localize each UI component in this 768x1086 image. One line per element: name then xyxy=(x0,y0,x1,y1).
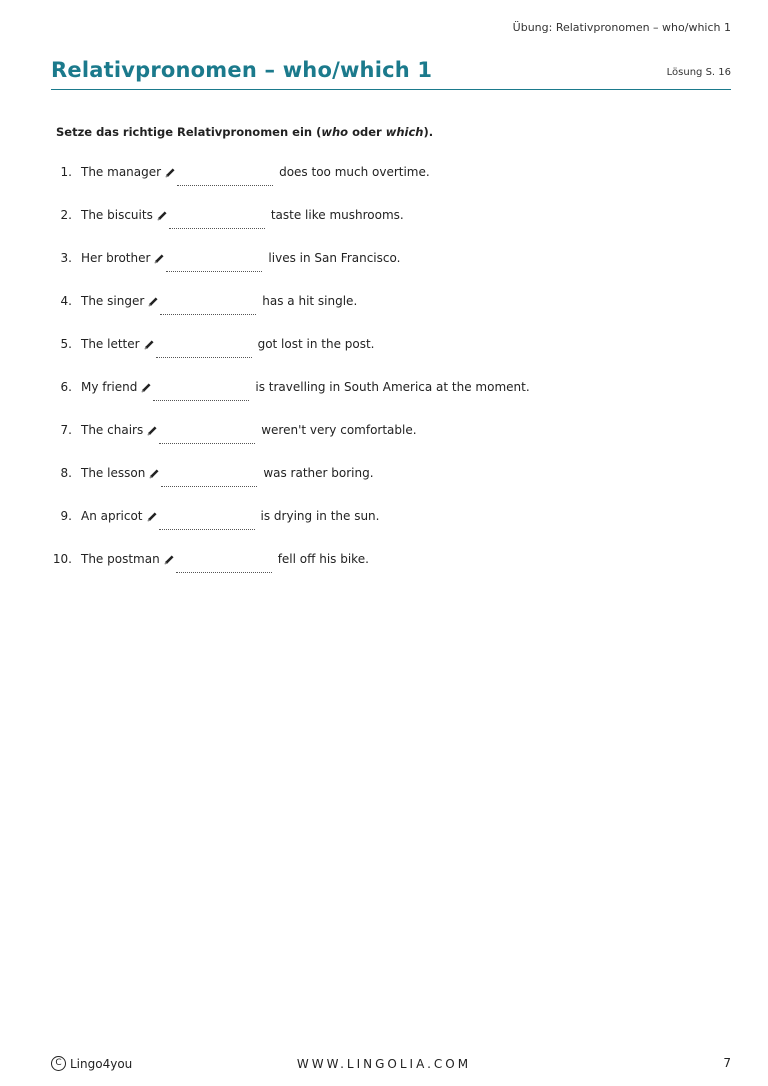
exercise-list xyxy=(0,164,768,594)
sentence-end: lives in San Francisco. xyxy=(268,251,401,265)
sentence-start: An apricot xyxy=(81,509,143,523)
sentence-end: taste like mushrooms. xyxy=(270,208,404,222)
answer-field[interactable] xyxy=(160,294,256,315)
exercise-line xyxy=(81,337,375,358)
pencil-icon xyxy=(164,554,175,565)
exercise-item xyxy=(0,207,768,250)
answer-field[interactable] xyxy=(176,552,272,573)
sentence-start: The manager xyxy=(81,165,162,179)
running-head: Übung: Relativpronomen – who/which 1 xyxy=(512,21,731,34)
exercise-line xyxy=(81,423,417,444)
exercise-item xyxy=(0,250,768,293)
pencil-icon xyxy=(154,253,165,264)
exercise-number: 10. xyxy=(52,552,72,566)
pencil-icon xyxy=(141,382,152,393)
exercise-line xyxy=(81,509,379,530)
sentence-end: was rather boring. xyxy=(263,466,374,480)
sentence-start: The biscuits xyxy=(81,208,153,222)
sentence-end: is drying in the sun. xyxy=(260,509,380,523)
exercise-item xyxy=(0,379,768,422)
exercise-number: 4. xyxy=(60,294,72,308)
instruction-connector: oder xyxy=(348,125,386,139)
option-which: which xyxy=(385,125,424,139)
pencil-icon xyxy=(149,468,160,479)
exercise-line xyxy=(81,251,400,272)
solution-reference: Lösung S. 16 xyxy=(666,67,731,78)
pencil-icon xyxy=(144,339,155,350)
exercise-item xyxy=(0,465,768,508)
copyright-text: Lingo4you xyxy=(70,1056,133,1071)
exercise-line xyxy=(81,466,374,487)
pencil-icon xyxy=(147,511,158,522)
sentence-end: weren't very comfortable. xyxy=(261,423,417,437)
instruction xyxy=(56,125,433,139)
pencil-icon xyxy=(147,425,158,436)
exercise-number: 6. xyxy=(60,380,72,394)
exercise-number: 2. xyxy=(60,208,72,222)
exercise-number: 3. xyxy=(60,251,72,265)
sentence-end: has a hit single. xyxy=(262,294,358,308)
exercise-line xyxy=(81,380,530,401)
exercise-line xyxy=(81,294,357,315)
sentence-end: is travelling in South America at the moment. xyxy=(255,380,530,394)
exercise-item xyxy=(0,164,768,207)
pencil-icon xyxy=(165,167,176,178)
page-title: Relativpronomen – who/which 1 xyxy=(51,58,433,82)
answer-field[interactable] xyxy=(166,251,262,272)
exercise-item xyxy=(0,293,768,336)
pencil-icon xyxy=(148,296,159,307)
answer-field[interactable] xyxy=(156,337,252,358)
exercise-item xyxy=(0,508,768,551)
exercise-number: 9. xyxy=(60,509,72,523)
answer-field[interactable] xyxy=(159,423,255,444)
instruction-prefix: Setze das richtige Relativpronomen ein ( xyxy=(56,125,322,139)
sentence-start: The letter xyxy=(81,337,140,351)
answer-field[interactable] xyxy=(169,208,265,229)
exercise-item xyxy=(0,336,768,379)
sentence-start: The postman xyxy=(81,552,160,566)
answer-field[interactable] xyxy=(153,380,249,401)
page-number: 7 xyxy=(723,1056,731,1070)
sentence-start: The lesson xyxy=(81,466,146,480)
exercise-number: 1. xyxy=(60,165,72,179)
exercise-number: 5. xyxy=(60,337,72,351)
exercise-line xyxy=(81,552,369,573)
exercise-item xyxy=(0,422,768,465)
sentence-start: The chairs xyxy=(81,423,144,437)
exercise-item xyxy=(0,551,768,594)
footer-website: WWW.LINGOLIA.COM xyxy=(296,1057,472,1071)
sentence-end: does too much overtime. xyxy=(279,165,430,179)
copyright-icon: C xyxy=(51,1056,66,1071)
exercise-line xyxy=(81,165,430,186)
sentence-start: My friend xyxy=(81,380,138,394)
pencil-icon xyxy=(157,210,168,221)
option-who: who xyxy=(321,125,349,139)
exercise-number: 8. xyxy=(60,466,72,480)
title-rule xyxy=(51,89,731,90)
exercise-line xyxy=(81,208,404,229)
sentence-end: fell off his bike. xyxy=(277,552,369,566)
exercise-number: 7. xyxy=(60,423,72,437)
answer-field[interactable] xyxy=(159,509,255,530)
sentence-end: got lost in the post. xyxy=(257,337,375,351)
sentence-start: Her brother xyxy=(81,251,151,265)
sentence-start: The singer xyxy=(81,294,145,308)
answer-field[interactable] xyxy=(161,466,257,487)
answer-field[interactable] xyxy=(177,165,273,186)
instruction-suffix: ). xyxy=(423,125,434,139)
